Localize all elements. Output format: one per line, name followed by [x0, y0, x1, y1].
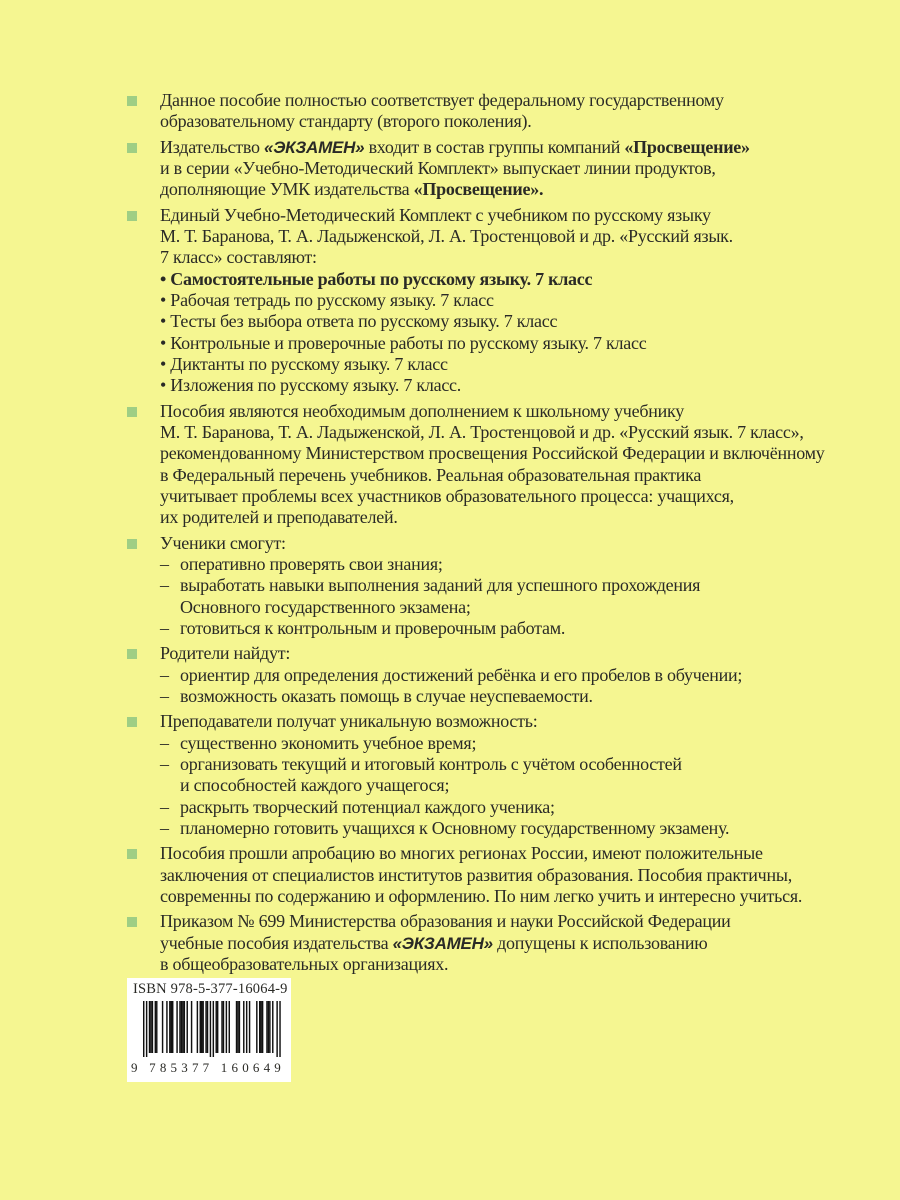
isbn-block: [127, 978, 291, 1082]
text-line: [160, 486, 890, 507]
barcode-bar: [179, 1001, 180, 1053]
text-line: [160, 375, 890, 396]
barcode-bar: [223, 1001, 224, 1053]
dash-marker: –: [160, 553, 169, 574]
text-segment: М. Т. Баранова, Т. А. Ладыженской, Л. А. Тростенцовой и др. «Русский язык. 7 класс»,: [160, 422, 804, 443]
barcode-bar: [143, 1001, 144, 1057]
text-line: [160, 269, 890, 290]
barcode-bar: [202, 1001, 203, 1053]
text-line: [160, 354, 890, 375]
text-segment: допущены к использованию: [492, 932, 708, 953]
text-segment: в Федеральный перечень учебников. Реальная образовательная практика: [160, 464, 702, 485]
barcode-bar: [226, 1001, 227, 1053]
text-line: [160, 597, 890, 618]
barcode-bar: [156, 1001, 157, 1053]
text-line: [160, 333, 890, 354]
text-line: [160, 465, 890, 486]
text-segment: возможность оказать помощь в случае неуспеваемости.: [180, 685, 593, 706]
text-segment: раскрыть творческий потенциал каждого ученика;: [180, 796, 555, 817]
section: [160, 137, 890, 201]
text-line: [160, 179, 890, 200]
text-line: [160, 618, 890, 639]
barcode-bar: [269, 1001, 270, 1053]
barcode-bar: [279, 1001, 280, 1057]
text-segment: образовательному стандарту (второго поколения).: [160, 111, 532, 132]
text-segment: Ученики смогут:: [160, 532, 286, 553]
barcode-bar: [243, 1001, 244, 1053]
green-square-bullet-icon: [127, 539, 137, 549]
barcode-bar: [152, 1001, 153, 1053]
barcode-bar: [149, 1001, 150, 1053]
barcode-bar: [268, 1001, 269, 1053]
green-square-bullet-icon: [127, 917, 137, 927]
barcode-bar: [259, 1001, 260, 1053]
text-line: [160, 843, 890, 864]
text-line: [160, 554, 890, 575]
text-line: [160, 665, 890, 686]
text-line: [160, 643, 890, 664]
emphasized-text: «Просвещение».: [413, 179, 544, 200]
text-line: [160, 226, 890, 247]
text-line: [160, 886, 890, 907]
barcode-bar: [200, 1001, 201, 1053]
barcode-bar: [205, 1001, 206, 1053]
text-line: [160, 797, 890, 818]
text-line: [160, 754, 890, 775]
text-segment: • Рабочая тетрадь по русскому языку. 7 класс: [160, 290, 494, 311]
cover-text: [160, 90, 890, 980]
barcode-bar: [155, 1001, 156, 1053]
text-line: [160, 733, 890, 754]
text-segment: Пособия являются необходимым дополнением к школьному учебнику: [160, 400, 685, 421]
barcode-bar: [229, 1001, 230, 1053]
barcode-bar: [207, 1001, 208, 1053]
barcode-bar: [276, 1001, 277, 1057]
dash-marker: –: [160, 664, 169, 685]
text-line: [160, 775, 890, 796]
green-square-bullet-icon: [127, 407, 137, 417]
section: [160, 643, 890, 707]
green-square-bullet-icon: [127, 649, 137, 659]
emphasized-text: «Просвещение»: [624, 136, 750, 157]
barcode-bar: [236, 1001, 237, 1053]
barcode-bar: [262, 1001, 263, 1053]
barcode-bar: [146, 1001, 147, 1057]
text-segment: Преподаватели получат уникальную возможность:: [160, 711, 538, 732]
text-segment: • Контрольные и проверочные работы по русскому языку. 7 класс: [160, 332, 647, 353]
text-segment: учитывает проблемы всех участников образовательного процесса: учащихся,: [160, 485, 734, 506]
barcode-bar: [272, 1001, 273, 1053]
text-line: [160, 247, 890, 268]
text-line: [160, 911, 890, 932]
green-square-bullet-icon: [127, 717, 137, 727]
text-segment: и способностей каждого учащегося;: [180, 775, 450, 796]
section: [160, 205, 890, 397]
barcode-bar: [169, 1001, 170, 1053]
text-line: [160, 290, 890, 311]
barcode-bar: [216, 1001, 217, 1053]
barcode-bar: [213, 1001, 214, 1057]
text-line: [160, 422, 890, 443]
barcode-digits: 9 785377 160649: [131, 1060, 285, 1075]
dash-marker: –: [160, 732, 169, 753]
text-segment: их родителей и преподавателей.: [160, 507, 398, 528]
text-line: [160, 205, 890, 226]
text-line: [160, 711, 890, 732]
section: [160, 843, 890, 907]
isbn-label: ISBN 978-5-377-16064-9: [133, 981, 288, 997]
text-segment: готовиться к контрольным и проверочным работам.: [180, 617, 566, 638]
text-line: [160, 575, 890, 596]
barcode-bar: [187, 1001, 188, 1053]
text-segment: Родители найдут:: [160, 643, 291, 664]
green-square-bullet-icon: [127, 849, 137, 859]
barcode-bar: [166, 1001, 167, 1053]
barcode-bar: [197, 1001, 198, 1053]
text-segment: выработать навыки выполнения заданий для успешного прохождения: [180, 575, 701, 596]
text-line: [160, 401, 890, 422]
section: [160, 911, 890, 975]
text-segment: рекомендованному Министерством просвещения Российской Федерации и включённому: [160, 443, 825, 464]
barcode-bar: [246, 1001, 247, 1053]
green-square-bullet-icon: [127, 211, 137, 221]
barcode-bar: [171, 1001, 172, 1053]
barcode-bar: [201, 1001, 202, 1053]
text-segment: Единый Учебно-Методический Комплект с учебником по русскому языку: [160, 204, 711, 225]
green-square-bullet-icon: [127, 143, 137, 153]
text-segment: Пособия прошли апробацию во многих регионах России, имеют положительные: [160, 843, 763, 864]
emphasized-text: «ЭКЗАМЕН»: [392, 933, 493, 953]
barcode-bar: [181, 1001, 182, 1053]
text-segment: существенно экономить учебное время;: [180, 732, 477, 753]
barcode-bar: [172, 1001, 173, 1053]
text-line: [160, 865, 890, 886]
barcode-bar: [260, 1001, 261, 1053]
section: [160, 90, 890, 133]
text-segment: Издательство: [160, 136, 264, 157]
text-segment: 7 класс» составляют:: [160, 247, 317, 268]
barcode: [135, 1001, 283, 1057]
section: [160, 401, 890, 529]
text-line: [160, 507, 890, 528]
barcode-bar: [176, 1001, 177, 1053]
barcode-bar: [217, 1001, 218, 1053]
text-line: [160, 533, 890, 554]
green-square-bullet-icon: [127, 96, 137, 106]
text-segment: оперативно проверять свои знания;: [180, 553, 443, 574]
text-segment: М. Т. Баранова, Т. А. Ладыженской, Л. А. Тростенцовой и др. «Русский язык.: [160, 226, 733, 247]
dash-marker: –: [160, 817, 169, 838]
text-segment: • Изложения по русскому языку. 7 класс.: [160, 375, 462, 396]
barcode-bar: [150, 1001, 151, 1053]
barcode-bar: [239, 1001, 240, 1053]
barcode-bar: [184, 1001, 185, 1053]
text-segment: планомерно готовить учащихся к Основному государственному экзамену.: [180, 817, 730, 838]
section: [160, 711, 890, 839]
barcode-bar: [266, 1001, 267, 1053]
barcode-bar: [162, 1001, 163, 1053]
text-line: [160, 111, 890, 132]
text-segment: Основного государственного экзамена;: [180, 596, 471, 617]
text-segment: дополняющие УМК издательства: [160, 179, 414, 200]
barcode-bar: [256, 1001, 257, 1053]
text-segment: заключения от специалистов институтов развития образования. Пособия практичны,: [160, 864, 792, 885]
text-line: [160, 90, 890, 111]
text-line: [160, 818, 890, 839]
text-line: [160, 311, 890, 332]
text-segment: учебные пособия издательства: [160, 932, 393, 953]
dash-marker: –: [160, 685, 169, 706]
text-segment: и в серии «Учебно-Методический Комплект» выпускает линии продуктов,: [160, 158, 716, 179]
dash-marker: –: [160, 617, 169, 638]
text-line: [160, 137, 890, 158]
text-line: [160, 443, 890, 464]
text-segment: ориентир для определения достижений ребёнка и его пробелов в обучении;: [180, 664, 743, 685]
barcode-bar: [191, 1001, 192, 1053]
text-segment: входит в состав группы компаний: [364, 136, 625, 157]
section: [160, 533, 890, 639]
text-line: [160, 954, 890, 975]
text-segment: Приказом № 699 Министерства образования и науки Российской Федерации: [160, 911, 731, 932]
text-line: [160, 686, 890, 707]
emphasized-text: «ЭКЗАМЕН»: [264, 137, 365, 157]
barcode-bar: [249, 1001, 250, 1053]
barcode-bar: [210, 1001, 211, 1057]
text-line: [160, 933, 890, 954]
barcode-bar: [182, 1001, 183, 1053]
text-segment: в общеобразовательных организациях.: [160, 954, 449, 975]
dash-marker: –: [160, 754, 169, 775]
text-segment: организовать текущий и итоговый контроль с учётом особенностей: [180, 754, 682, 775]
text-segment: Данное пособие полностью соответствует федеральному государственному: [160, 90, 724, 110]
emphasized-text: • Самостоятельные работы по русскому языку. 7 класс: [160, 268, 593, 289]
dash-marker: –: [160, 796, 169, 817]
barcode-bar: [237, 1001, 238, 1053]
barcode-bar: [221, 1001, 222, 1053]
text-segment: современны по содержанию и оформлению. По ним легко учить и интересно учиться.: [160, 886, 803, 906]
text-line: [160, 158, 890, 179]
dash-marker: –: [160, 575, 169, 596]
text-segment: • Тесты без выбора ответа по русскому языку. 7 класс: [160, 311, 558, 332]
text-segment: • Диктанты по русскому языку. 7 класс: [160, 353, 448, 374]
